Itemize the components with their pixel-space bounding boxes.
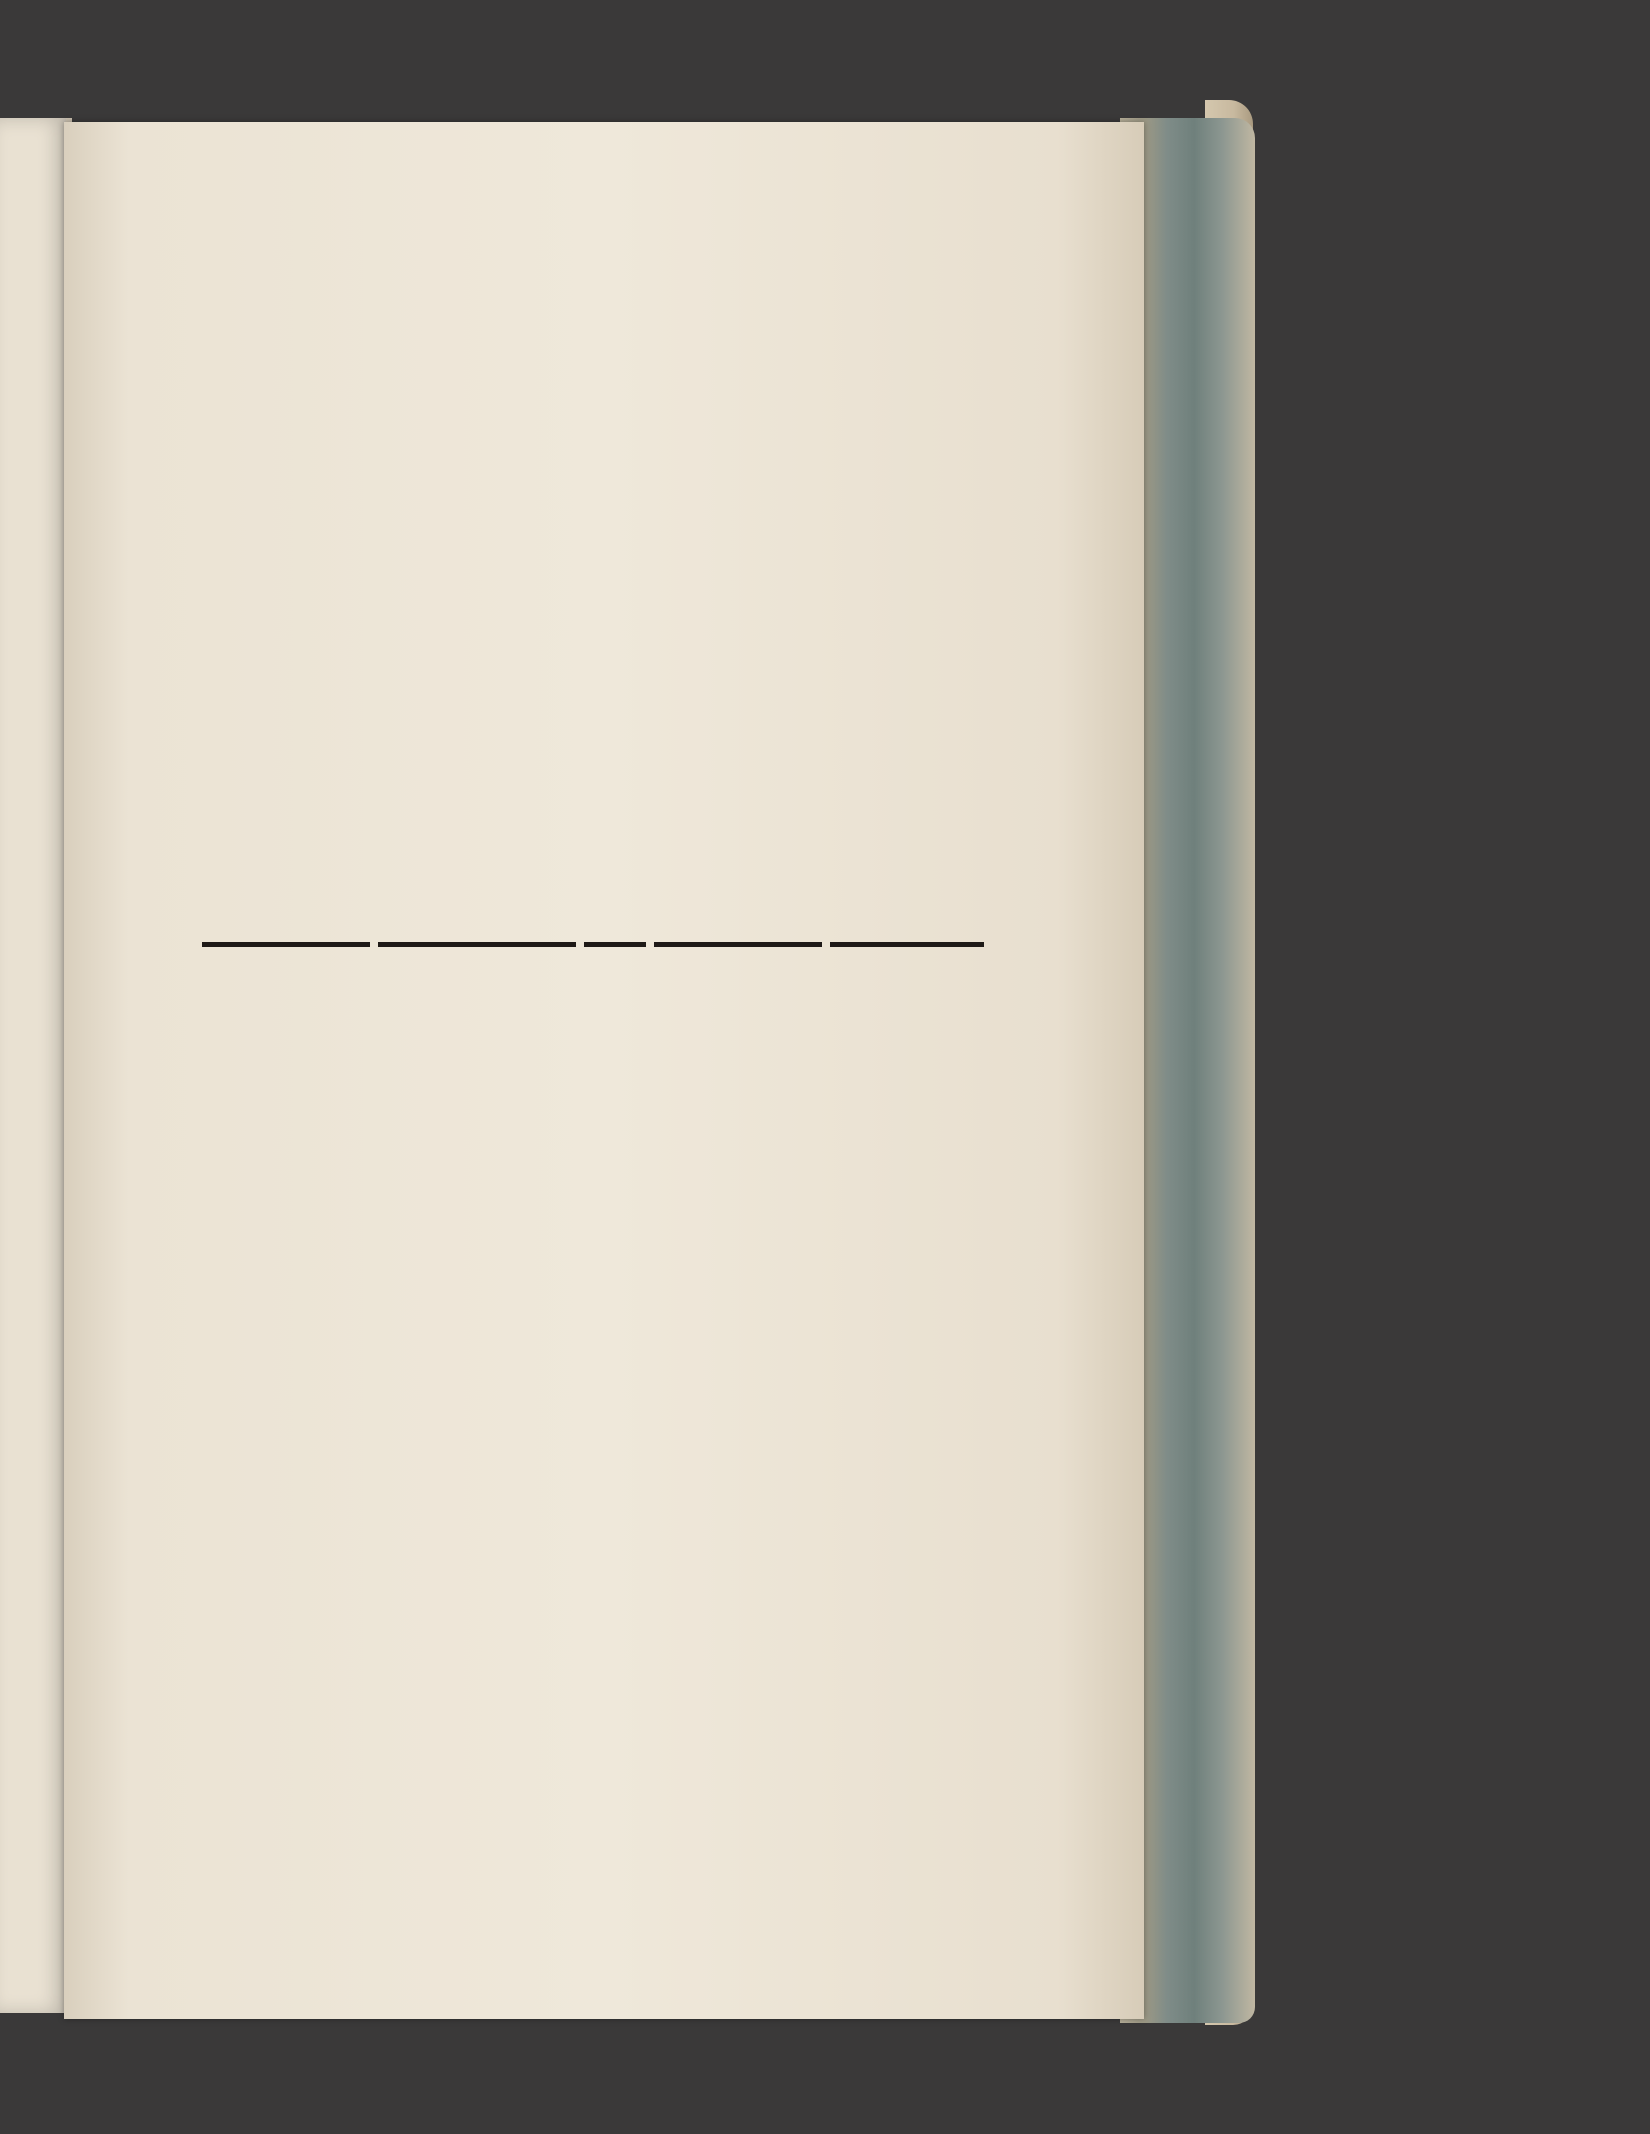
- text-line: [202, 778, 984, 826]
- text-line: [202, 630, 984, 678]
- text-line: [202, 1330, 984, 1378]
- text-line: [202, 1830, 984, 1878]
- left-page-fragment: [0, 118, 72, 2013]
- text-line: [202, 1530, 984, 1578]
- text-line: [202, 484, 984, 532]
- text-line: [202, 1730, 984, 1778]
- running-head: [202, 372, 984, 422]
- text-line: [202, 582, 984, 630]
- text-line: [202, 828, 984, 876]
- section-rule: [202, 942, 984, 954]
- text-line: [344, 1180, 984, 1228]
- text-line: [202, 1780, 984, 1828]
- text-line: [202, 1380, 984, 1428]
- text-line: [202, 1880, 984, 1928]
- text-line: [344, 1280, 984, 1328]
- text-line: [202, 678, 984, 726]
- text-line: [202, 1630, 984, 1678]
- text-line: [202, 1430, 984, 1478]
- right-page: [64, 122, 1144, 2019]
- text-line: [344, 1230, 984, 1278]
- drop-cap: [202, 1176, 322, 1306]
- text-line: [202, 534, 984, 582]
- text-line: [202, 1580, 984, 1628]
- text-line: [202, 1480, 984, 1528]
- text-line: [202, 1680, 984, 1728]
- text-line: [202, 434, 984, 482]
- text-line: [202, 728, 984, 776]
- page-footer: [202, 1940, 984, 1988]
